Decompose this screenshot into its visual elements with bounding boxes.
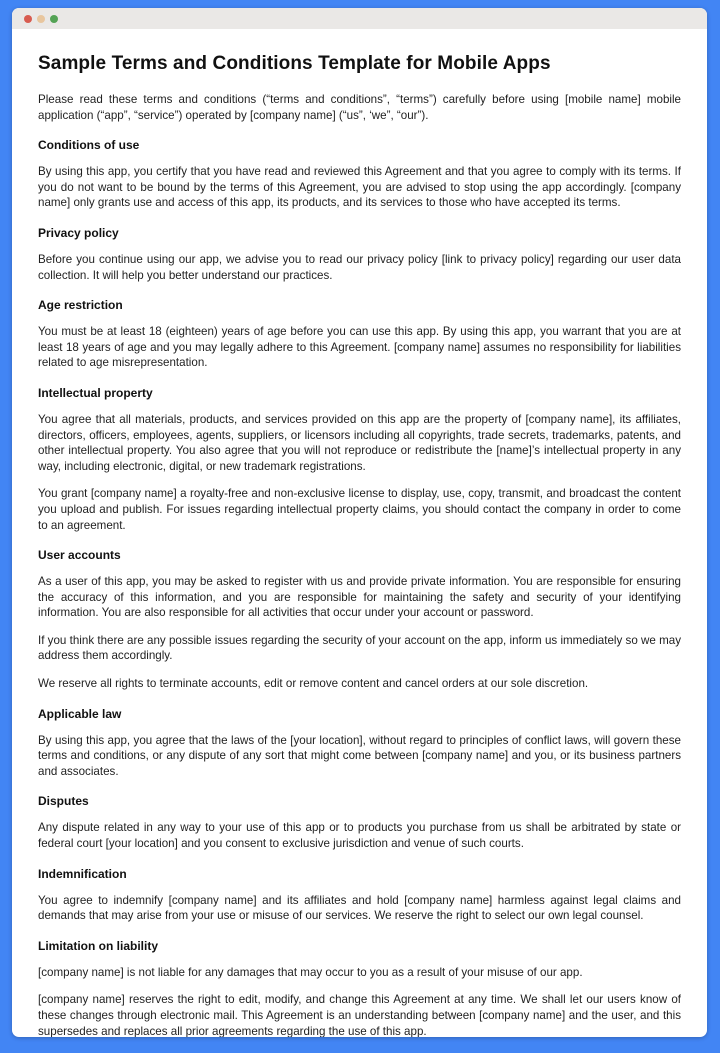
section-heading: Intellectual property <box>38 385 153 400</box>
section-paragraph: You agree to indemnify [company name] and its affiliates and hold [company name] harmless against legal claims and demands that may arise from your use or misuse of our services. We reserve the right to select our own legal counsel. <box>38 893 681 923</box>
section-paragraph: [company name] reserves the right to edit, modify, and change this Agreement at any time. We shall let our users know of these changes through electronic mail. This Agreement is an understanding between [company name] and the user, and this supersedes and replaces all prior agreements regarding the use of this app. <box>38 993 681 1037</box>
page-title: Sample Terms and Conditions Template for Mobile Apps <box>38 53 551 74</box>
document-content <box>12 29 707 1037</box>
sections-container <box>38 138 681 1037</box>
section-heading: Conditions of use <box>38 138 140 153</box>
section-paragraph: You grant [company name] a royalty-free and non-exclusive license to display, use, copy, transmit, and broadcast the content you upload and publish. For issues regarding intellectual property claims, you should contact the company in order to come to an agreement. <box>38 487 681 532</box>
intro-paragraph: Please read these terms and conditions (“terms and conditions”, “terms”) carefully before using [mobile name] mobile application (“app”, “service”) operated by [company name] (“us”, ‘we”, “our”). <box>38 93 681 122</box>
section-heading: User accounts <box>38 548 121 563</box>
section-paragraph: We reserve all rights to terminate accounts, edit or remove content and cancel orders at our sole discretion. <box>38 677 589 691</box>
section-paragraph: As a user of this app, you may be asked to register with us and provide private information. You are responsible for ensuring the accuracy of this information, and you are responsible for maintaining the safety and security of your identifying information. You are also responsible for all activities that occur under your account or password. <box>38 575 681 620</box>
window-titlebar <box>12 8 707 29</box>
zoom-window-icon[interactable] <box>50 15 58 23</box>
section-paragraph: If you think there are any possible issues regarding the security of your account on the app, inform us immediately so we may address them accordingly. <box>38 633 681 663</box>
browser-window <box>12 8 707 1037</box>
section-heading: Privacy policy <box>38 225 119 240</box>
section-paragraph: By using this app, you certify that you have read and reviewed this Agreement and that you agree to comply with its terms. If you do not want to be bound by the terms of this Agreement, you are advised to stop using the app accordingly. [company name] only grants use and access of this app, its products, and its services to those who have accepted its terms. <box>38 165 681 210</box>
section-paragraph: Any dispute related in any way to your use of this app or to products you purchase from us shall be arbitrated by state or federal court [your location] and you consent to exclusive jurisdiction and venue of such courts. <box>38 821 681 851</box>
section-heading: Disputes <box>38 794 89 809</box>
section-heading: Limitation on liability <box>38 938 158 953</box>
section-paragraph: By using this app, you agree that the laws of the [your location], without regard to principles of conflict laws, will govern these terms and conditions, or any dispute of any sort that might come between [company name] and you, or its business partners and associates. <box>38 733 681 778</box>
section-paragraph: [company name] is not liable for any damages that may occur to you as a result of your misuse of our app. <box>38 965 583 979</box>
section-heading: Indemnification <box>38 866 127 881</box>
section-paragraph: You agree that all materials, products, and services provided on this app are the property of [company name], its affiliates, directors, officers, employees, agents, suppliers, or licensors including all copyrights, trade secrets, trademarks, patents, and other intellectual property. You also agree that you will not reproduce or redistribute the [name]’s intellectual property in any way, including electronic, digital, or new trademark registrations. <box>38 412 681 473</box>
close-window-icon[interactable] <box>24 15 32 23</box>
section-paragraph: You must be at least 18 (eighteen) years of age before you can use this app. By using this app, you warrant that you are at least 18 years of age and you may legally adhere to this Agreement. [company name] assumes no responsibility for liabilities related to age misrepresentation. <box>38 325 681 370</box>
minimize-window-icon[interactable] <box>37 15 45 23</box>
section-paragraph: Before you continue using our app, we advise you to read our privacy policy [link to privacy policy] regarding our user data collection. It will help you better understand our practices. <box>38 252 681 282</box>
section-heading: Applicable law <box>38 706 122 721</box>
section-heading: Age restriction <box>38 298 123 313</box>
